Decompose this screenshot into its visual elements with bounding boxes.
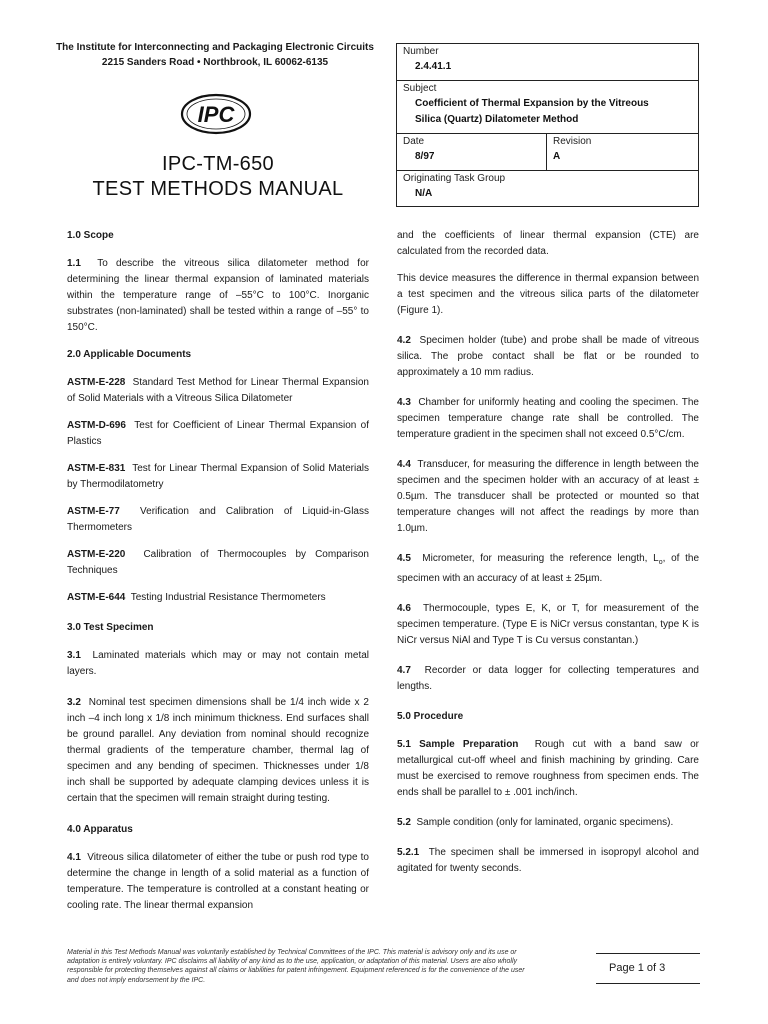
paragraph-text: Rough cut with a band saw or metallurgical cut-off wheel and finish machining by grinding. Care must be exercised to remove roughness from specimen ends. The ends shall be parallel to ± .001 inch/inch. xyxy=(397,739,699,798)
paragraph-text: To describe the vitreous silica dilatometer method for determining the linear thermal expansion of laminated materials within the temperature range of –55°C to 100°C. Inorganic substrates (non-laminated) shall be tested within a range of –55° to 150°C. xyxy=(67,258,369,333)
subject-label: Subject xyxy=(403,83,437,94)
number-label: Number xyxy=(403,46,439,57)
institute-header xyxy=(40,40,390,70)
document-code: ASTM-E-220 xyxy=(67,549,126,560)
task-group-row xyxy=(397,171,698,208)
subject-row xyxy=(397,81,698,134)
section-heading-documents: 2.0 Applicable Documents xyxy=(67,349,192,360)
section-heading-scope: 1.0 Scope xyxy=(67,230,114,241)
document-ref xyxy=(67,418,369,450)
section-heading-procedure: 5.0 Procedure xyxy=(397,711,464,722)
paragraph-4-4 xyxy=(397,457,699,537)
document-ref xyxy=(67,504,369,536)
document-code: ASTM-E-228 xyxy=(67,377,126,388)
document-code: ASTM-D-696 xyxy=(67,420,126,431)
paragraph-5-2 xyxy=(397,815,699,831)
paragraph-text: Thermocouple, types E, K, or T, for measurement of the specimen temperature. (Type E is NiCr versus constantan, type K is NiCr versus NiAl and Type T is Cu versus constantan.) xyxy=(397,603,699,646)
paragraph-text: The specimen shall be immersed in isopropyl alcohol and agitated for twenty seconds. xyxy=(397,847,699,874)
paragraph-number: 5.1 Sample Preparation xyxy=(397,739,519,750)
paragraph-text: Nominal test specimen dimensions shall be 1/4 inch wide x 2 inch –4 inch long x 1/8 inch minimum thickness. End surfaces shall be ground parallel. Any deviation from nominal should recognize thermal gradients of the temperature chamber, thermal lag of specimen and any bending of specimen. Thicknesses under 1/8 inch shall be supported by adequate clamping devices unless it is certain that the specimen will remain straight during testing. xyxy=(67,697,369,804)
paragraph-4-7 xyxy=(397,663,699,695)
document-ref xyxy=(67,461,369,493)
paragraph-number: 1.1 xyxy=(67,258,81,269)
paragraph-4-1 xyxy=(67,850,369,914)
document-ref xyxy=(67,590,369,606)
institute-address: 2215 Sanders Road • Northbrook, IL 60062-6135 xyxy=(101,57,329,68)
right-column xyxy=(397,228,699,888)
date-value: 8/97 xyxy=(415,151,435,162)
revision-value: A xyxy=(553,151,561,162)
paragraph-4-2 xyxy=(397,333,699,381)
manual-title xyxy=(40,152,396,202)
disclaimer-text: Material in this Test Methods Manual was voluntarily established by Technical Committees of the IPC. This material is advisory only and its use or adaptation is entirely voluntary. IPC disclaims all liability of any kind as to the use, application, or adaptation of this material. Users are also wholly responsible for protecting themselves against all claims or liabilities for patent infringement. Equipment referenced is for the convenience of the user and does not imply endorsement by the IPC. xyxy=(67,949,525,984)
document-title: Calibration of Thermocouples by Comparison Techniques xyxy=(67,549,369,576)
paragraph-4-6 xyxy=(397,601,699,649)
manual-title-number: IPC-TM-650 xyxy=(162,153,274,175)
paragraph-text: Recorder or data logger for collecting temperatures and lengths. xyxy=(397,665,699,692)
left-column xyxy=(67,228,369,925)
subject-value xyxy=(415,96,649,128)
paragraph-number: 5.2 xyxy=(397,817,411,828)
document-title: Testing Industrial Resistance Thermometers xyxy=(130,592,326,603)
paragraph-1-1 xyxy=(67,256,369,336)
paragraph-text: , of the specimen with an accuracy of at least ± 25µm. xyxy=(397,553,700,584)
task-group-value: N/A xyxy=(415,188,433,199)
section-heading-specimen: 3.0 Test Specimen xyxy=(67,622,154,633)
logo-text: IPC xyxy=(197,102,235,127)
document-code: ASTM-E-644 xyxy=(67,592,126,603)
institute-name: The Institute for Interconnecting and Packaging Electronic Circuits xyxy=(56,42,374,53)
document-title: Test for Coefficient of Linear Thermal Expansion of Plastics xyxy=(67,420,369,447)
paragraph-number: 4.3 xyxy=(397,397,411,408)
paragraph-text: Micrometer, for measuring the reference length, L xyxy=(422,553,659,564)
task-group-label: Originating Task Group xyxy=(403,173,506,184)
revision-cell xyxy=(547,134,698,170)
ipc-logo xyxy=(180,93,252,135)
document-code: ASTM-E-831 xyxy=(67,463,126,474)
paragraph-5-1 xyxy=(397,737,699,801)
page-number: Page 1 of 3 xyxy=(596,953,700,984)
paragraph-text: Chamber for uniformly heating and cooling the specimen. The specimen temperature change rate shall be controlled. The temperature gradient in the specimen shall not exceed 0.5°C/cm. xyxy=(397,397,699,440)
paragraph-text: Specimen holder (tube) and probe shall be made of vitreous silica. The probe contact shall be flat or be rounded to approximately a 10 mm radius. xyxy=(397,335,699,378)
number-row xyxy=(397,44,698,81)
document-title: Test for Linear Thermal Expansion of Solid Materials by Thermodilatometry xyxy=(67,463,369,490)
document-title: Verification and Calibration of Liquid-in-Glass Thermometers xyxy=(67,506,369,533)
subject-line-2: Silica (Quartz) Dilatometer Method xyxy=(415,114,579,125)
manual-title-name: TEST METHODS MANUAL xyxy=(92,178,344,200)
paragraph-number: 4.4 xyxy=(397,459,411,470)
paragraph-number: 3.2 xyxy=(67,697,81,708)
document-code: ASTM-E-77 xyxy=(67,506,120,517)
paragraph-number: 3.1 xyxy=(67,650,81,661)
document-title: Standard Test Method for Linear Thermal Expansion of Solid Materials with a Vitreous Silica Dilatometer xyxy=(67,377,369,404)
paragraph-4-1-continued: and the coefficients of linear thermal expansion (CTE) are calculated from the recorded data. xyxy=(397,230,699,257)
date-label: Date xyxy=(403,136,425,147)
revision-label: Revision xyxy=(553,136,592,147)
paragraph-number: 4.7 xyxy=(397,665,411,676)
date-revision-row xyxy=(397,134,698,171)
paragraph-device: This device measures the difference in thermal expansion between a test specimen and the vitreous silica parts of the dilatometer (Figure 1). xyxy=(397,273,699,316)
document-ref xyxy=(67,547,369,579)
subscript: o xyxy=(658,559,663,566)
number-value: 2.4.41.1 xyxy=(415,61,452,72)
paragraph-number: 4.5 xyxy=(397,553,411,564)
paragraph-number: 5.2.1 xyxy=(397,847,420,858)
subject-line-1: Coefficient of Thermal Expansion by the Vitreous xyxy=(415,98,649,109)
paragraph-number: 4.6 xyxy=(397,603,411,614)
paragraph-text: Transducer, for measuring the difference in length between the specimen and the specimen holder with an accuracy of at least ± 0.5µm. The transducer shall be protected or mounted so that temperature changes will not affect the readings by more than 1.0µm. xyxy=(397,459,699,534)
paragraph-5-2-1 xyxy=(397,845,699,877)
paragraph-3-2 xyxy=(67,695,369,807)
date-cell xyxy=(397,134,547,170)
document-ref xyxy=(67,375,369,407)
paragraph-number: 4.1 xyxy=(67,852,81,863)
paragraph-4-5 xyxy=(397,551,699,587)
paragraph-3-1 xyxy=(67,648,369,680)
paragraph-text: Laminated materials which may or may not contain metal layers. xyxy=(67,650,369,677)
paragraph-text: Vitreous silica dilatometer of either the tube or push rod type to determine the change in length of a solid material as a function of temperature. The temperature is controlled at a constant heating or cooling rate. The linear thermal expansion xyxy=(67,852,369,911)
section-heading-apparatus: 4.0 Apparatus xyxy=(67,824,133,835)
paragraph-text: Sample condition (only for laminated, organic specimens). xyxy=(416,817,674,828)
paragraph-number: 4.2 xyxy=(397,335,411,346)
paragraph-4-3 xyxy=(397,395,699,443)
document-info-box xyxy=(396,43,699,207)
